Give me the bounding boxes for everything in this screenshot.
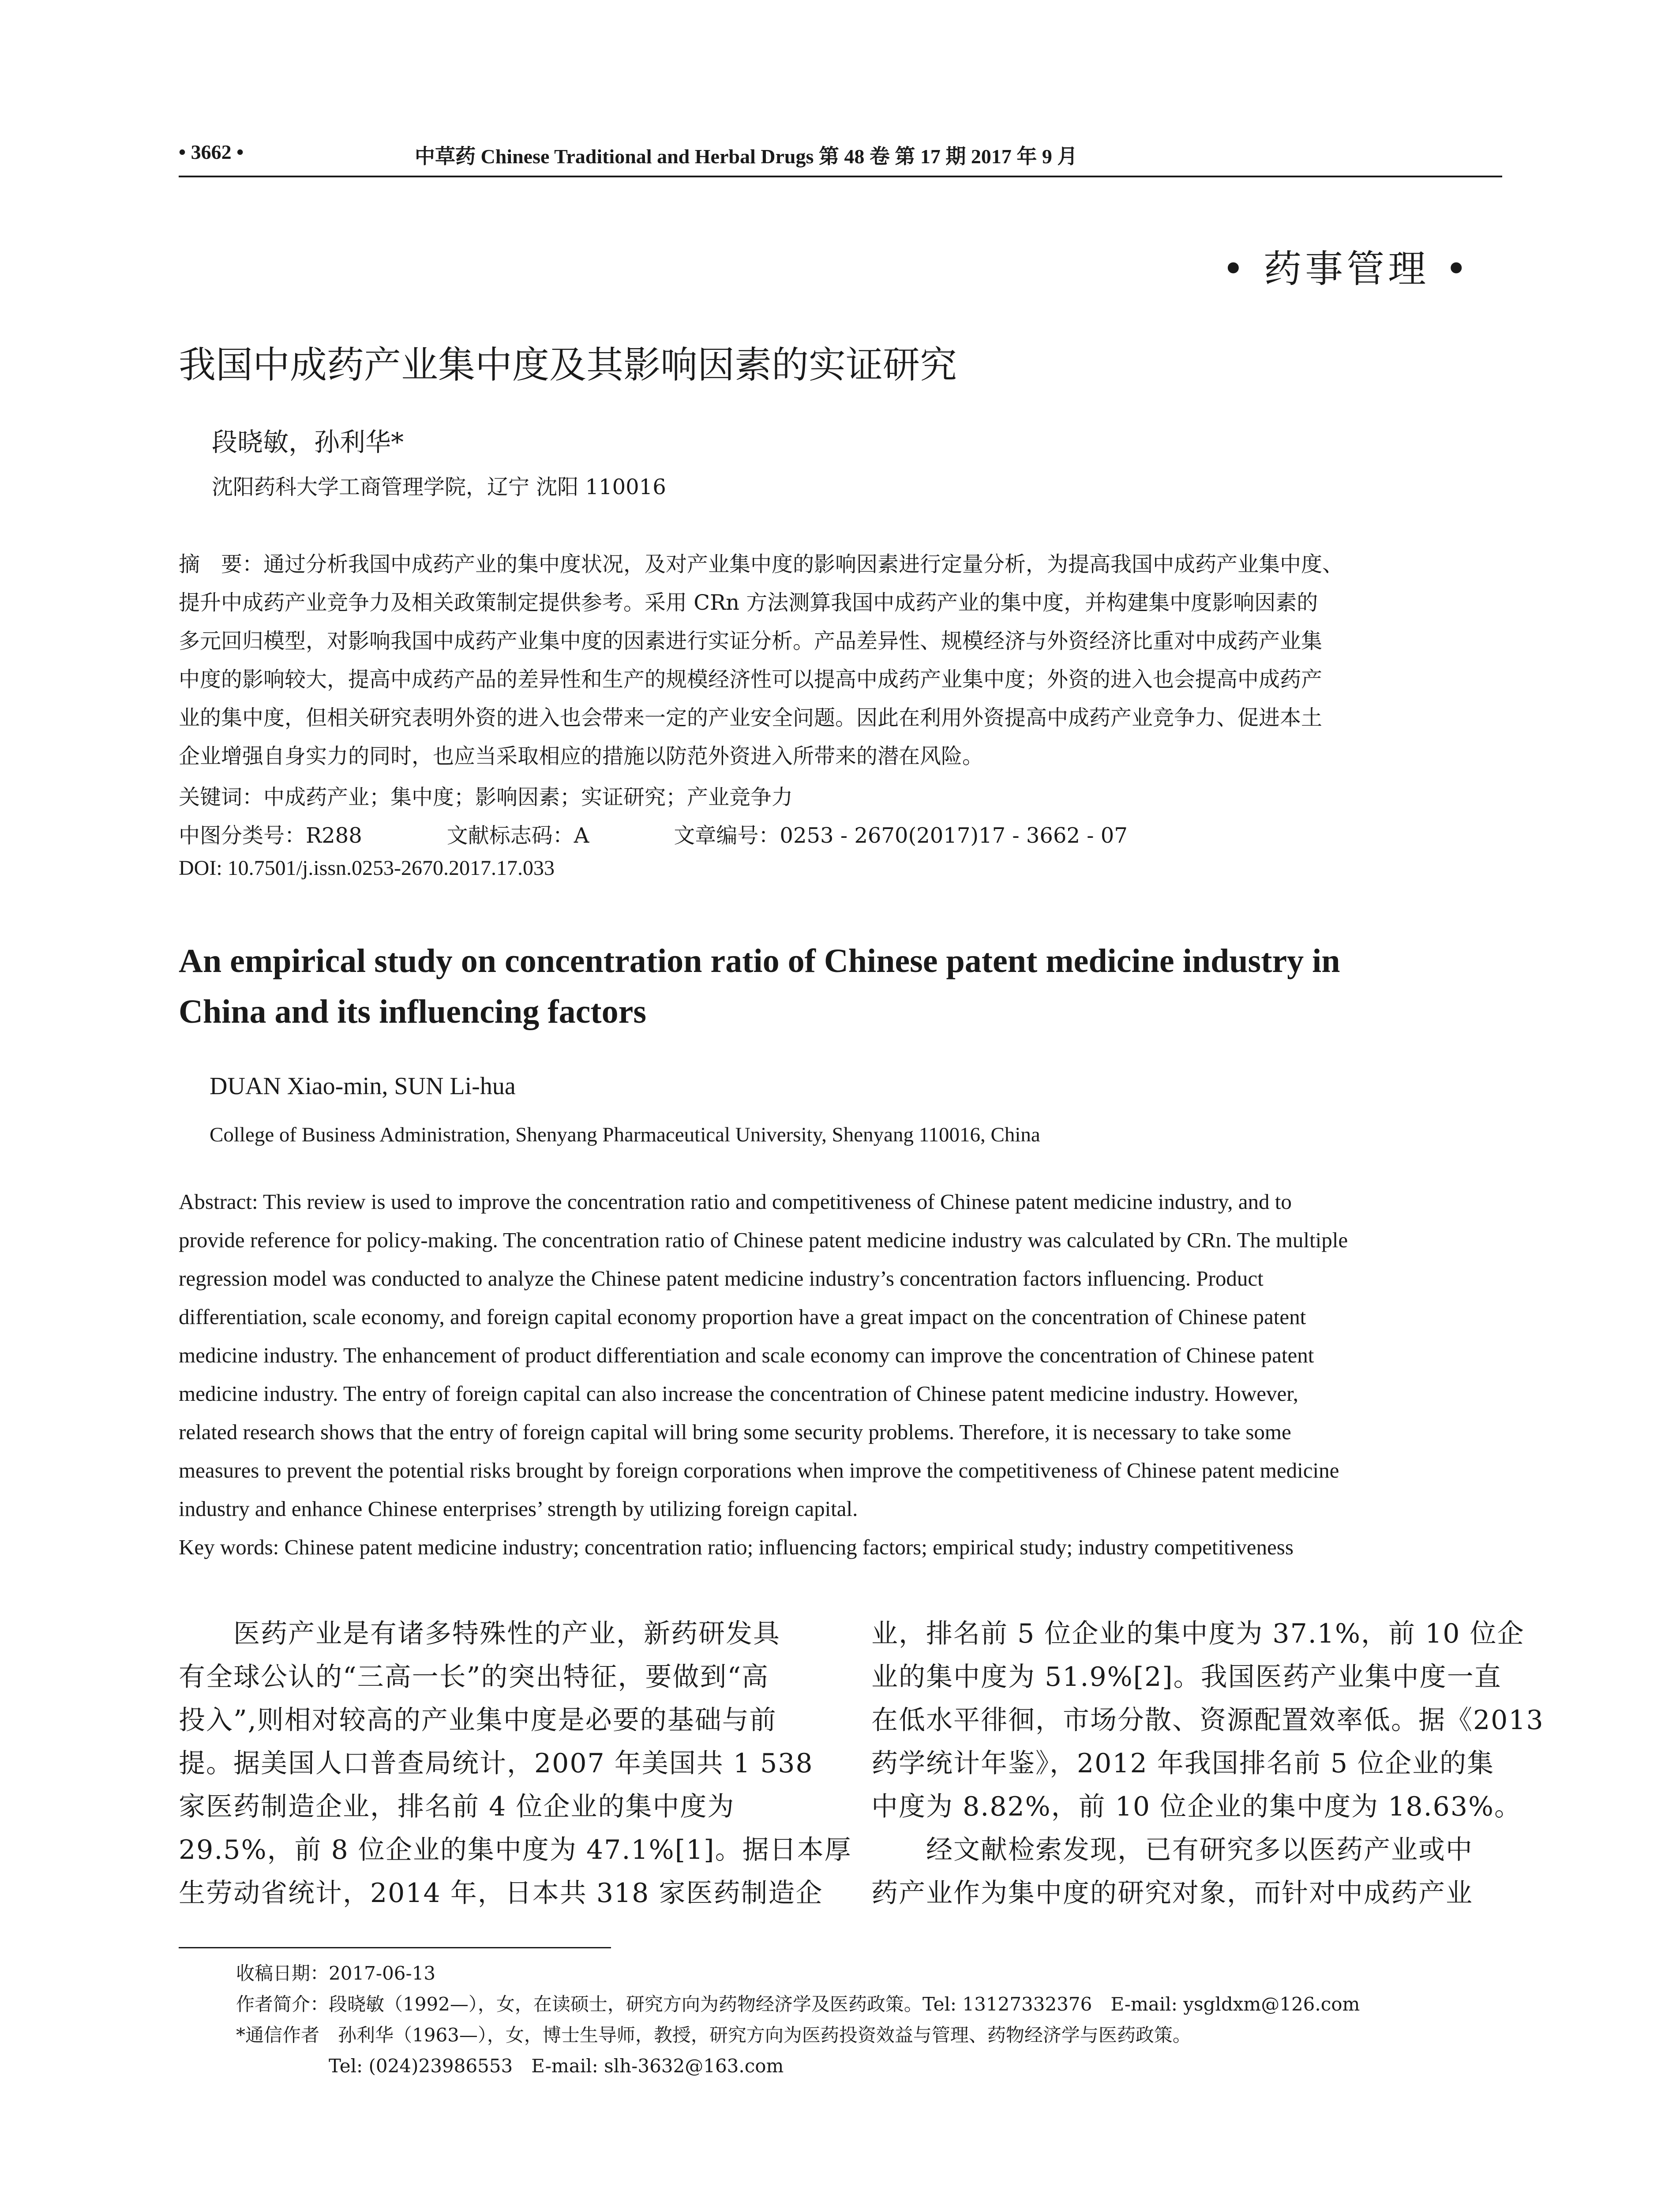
chinese-title: 我国中成药产业集中度及其影响因素的实证研究	[179, 343, 957, 386]
body-line: 经文献检索发现，已有研究多以医药产业或中	[871, 1835, 1473, 1865]
body-line: 29.5%，前 8 位企业的集中度为 47.1%[1]。据日本厚	[179, 1835, 852, 1865]
body-line: 业的集中度为 51.9%[2]。我国医药产业集中度一直	[871, 1662, 1502, 1692]
page-number: • 3662 •	[179, 141, 244, 163]
abstract-line: Abstract: This review is used to improve the concentration ratio and competitiveness of Chinese patent medicine industry, and to	[179, 1189, 1292, 1214]
abstract-line: 业的集中度，但相关研究表明外资的进入也会带来一定的产业安全问题。因此在利用外资提高中成药产业竞争力、促进本土	[179, 705, 1323, 730]
abstract-line: 多元回归模型，对影响我国中成药产业集中度的因素进行实证分析。产品差异性、规模经济与外资经济比重对中成药产业集	[179, 629, 1323, 653]
chinese-affiliation: 沈阳药科大学工商管理学院，辽宁 沈阳 110016	[212, 475, 666, 499]
footnote-rule	[179, 1947, 611, 1948]
footnote-line: *通信作者 孙利华（1963—），女，博士生导师，教授，研究方向为医药投资效益与管理、药物经济学与医药政策。	[236, 2024, 1191, 2046]
english-title-line: China and its influencing factors	[179, 993, 646, 1030]
abstract-line: provide reference for policy-making. The concentration ratio of Chinese patent medicine industry was calculated by CRn. The multiple	[179, 1228, 1348, 1252]
english-authors: DUAN Xiao-min, SUN Li-hua	[210, 1073, 516, 1100]
footnote-line: Tel: (024)23986553 E-mail: slh-3632@163.com	[236, 2055, 784, 2077]
body-line: 生劳动省统计，2014 年，日本共 318 家医药制造企	[179, 1878, 823, 1909]
body-line: 在低水平徘徊，市场分散、资源配置效率低。据《2013	[871, 1705, 1544, 1736]
english-title-line: An empirical study on concentration ratio of Chinese patent medicine industry in	[179, 942, 1340, 979]
body-line: 药学统计年鉴》，2012 年我国排名前 5 位企业的集	[871, 1748, 1495, 1779]
body-line: 医药产业是有诸多特殊性的产业，新药研发具	[179, 1618, 780, 1649]
abstract-line: 中度的影响较大，提高中成药产品的差异性和生产的规模经济性可以提高中成药产业集中度；外资的进入也会提高中成药产	[179, 667, 1323, 692]
journal-header: 中草药 Chinese Traditional and Herbal Drugs 第 48 卷 第 17 期 2017 年 9 月	[415, 145, 1078, 168]
section-label: • 药事管理 •	[1222, 247, 1471, 291]
abstract-line: industry and enhance Chinese enterprises’ strength by utilizing foreign capital.	[179, 1497, 858, 1521]
abstract-line: regression model was conducted to analyze the Chinese patent medicine industry’s concentration factors influencing. Product	[179, 1266, 1264, 1291]
doi: DOI: 10.7501/j.issn.0253-2670.2017.17.033	[179, 856, 555, 880]
header-rule	[179, 176, 1502, 177]
footnote-line: 作者简介：段晓敏（1992—），女，在读硕士，研究方向为药物经济学及医药政策。Tel: 13127332376 E-mail: ysgldxm@126.com	[236, 1993, 1360, 2015]
abstract-line: medicine industry. The entry of foreign capital can also increase the concentration of Chinese patent medicine industry. However,	[179, 1381, 1298, 1406]
body-line: 业，排名前 5 位企业的集中度为 37.1%，前 10 位企	[871, 1618, 1525, 1649]
chinese-keywords: 关键词：中成药产业；集中度；影响因素；实证研究；产业竞争力	[179, 785, 793, 810]
body-line: 提。据美国人口普查局统计，2007 年美国共 1 538	[179, 1748, 814, 1779]
body-line: 中度为 8.82%，前 10 位企业的集中度为 18.63%。	[871, 1791, 1522, 1822]
body-line: 家医药制造企业，排名前 4 位企业的集中度为	[179, 1791, 735, 1822]
body-line: 投入”,则相对较高的产业集中度是必要的基础与前	[179, 1705, 777, 1736]
body-line: 有全球公认的“三高一长”的突出特征，要做到“高	[179, 1662, 769, 1692]
abstract-line: related research shows that the entry of foreign capital will bring some security problems. Therefore, it is necessary to take some	[179, 1420, 1291, 1444]
english-affiliation: College of Business Administration, Shenyang Pharmaceutical University, Shenyang 110016, China	[210, 1123, 1040, 1146]
english-keywords: Key words: Chinese patent medicine industry; concentration ratio; influencing factors; empirical study; industry competitiveness	[179, 1535, 1294, 1559]
abstract-line: 提升中成药产业竞争力及相关政策制定提供参考。采用 CRn 方法测算我国中成药产业的集中度，并构建集中度影响因素的	[179, 590, 1318, 615]
abstract-line: measures to prevent the potential risks brought by foreign corporations when improve the competitiveness of Chinese patent medicine	[179, 1458, 1339, 1482]
abstract-line: differentiation, scale economy, and foreign capital economy proportion have a great impact on the concentration of Chinese patent	[179, 1305, 1306, 1329]
abstract-line: 企业增强自身实力的同时，也应当采取相应的措施以防范外资进入所带来的潜在风险。	[179, 744, 984, 769]
classification-info: 中图分类号：R288 文献标志码：A 文章编号：0253 - 2670(2017)17 - 3662 - 07	[179, 823, 1128, 848]
abstract-line: 摘 要：通过分析我国中成药产业的集中度状况，及对产业集中度的影响因素进行定量分析，为提高我国中成药产业集中度、	[179, 552, 1344, 577]
body-line: 药产业作为集中度的研究对象，而针对中成药产业	[871, 1878, 1473, 1909]
abstract-line: medicine industry. The enhancement of product differentiation and scale economy can improve the concentration of Chinese patent	[179, 1343, 1314, 1367]
footnote-line: 收稿日期：2017-06-13	[236, 1962, 436, 1984]
chinese-authors: 段晓敏，孙利华*	[212, 427, 404, 457]
